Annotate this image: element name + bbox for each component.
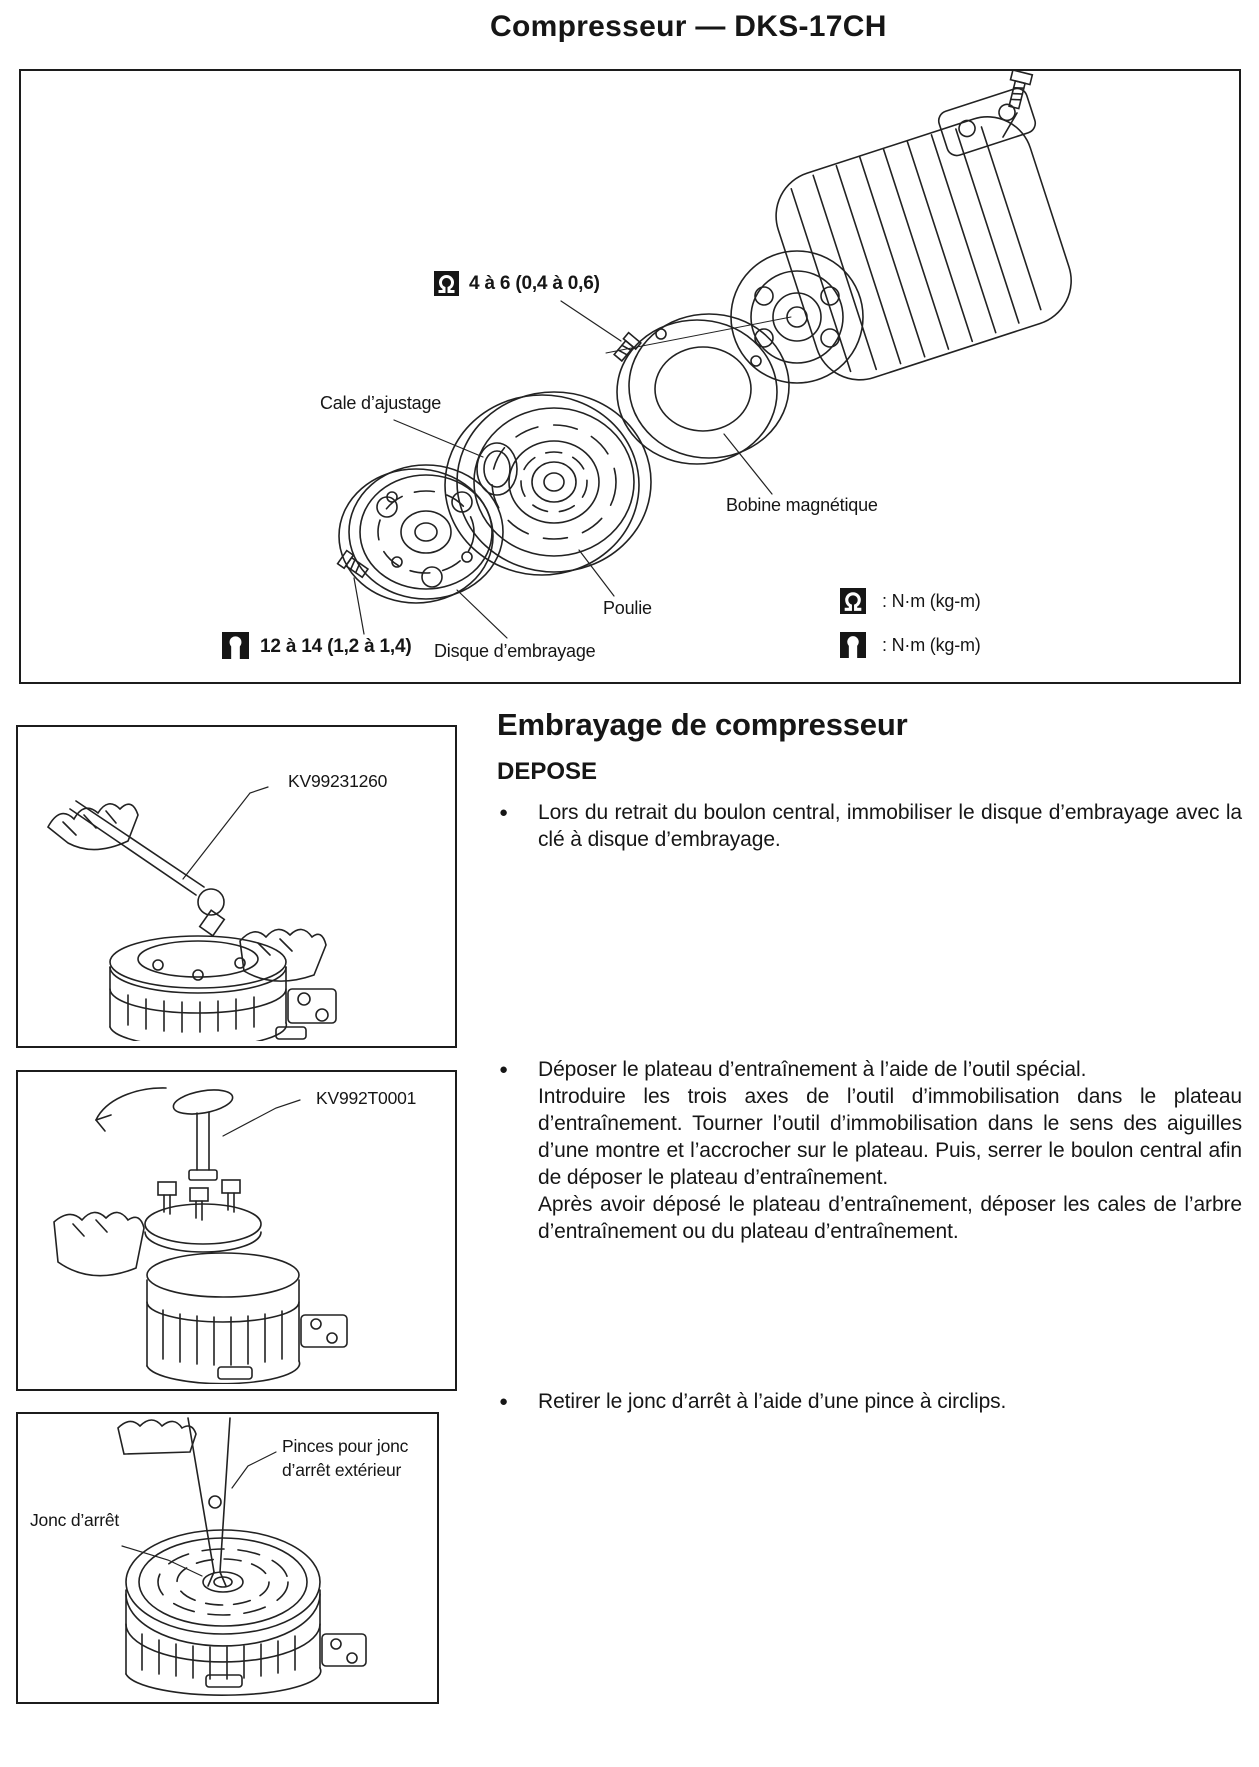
snap-ring-label: Jonc d’arrêt xyxy=(30,1510,120,1530)
tool-number-label: KV99231260 xyxy=(288,771,388,791)
clutch-disc-drawing xyxy=(339,465,503,603)
compressor-body xyxy=(764,105,1082,391)
figure-drive-plate-tool xyxy=(16,1070,457,1391)
bullet-marker: ● xyxy=(499,804,509,821)
figure2-drawing xyxy=(18,1072,450,1384)
tool-number-label: KV992T0001 xyxy=(316,1088,417,1108)
torque-wrench-filled-icon xyxy=(434,271,459,296)
figure-snap-ring-pliers xyxy=(16,1412,439,1704)
step-text: Lors du retrait du boulon central, immobiliser le disque d’embrayage avec la clé à disque d’embrayage. xyxy=(538,801,1242,851)
step-text: Après avoir déposé le plateau d’entraînement, déposer les cales de l’arbre d’entraînement ou du plateau d’entraînement. xyxy=(538,1193,1242,1243)
torque-spec-bottom: 12 à 14 (1,2 à 1,4) xyxy=(260,636,412,657)
legend-unit-label: : N·m (kg-m) xyxy=(882,590,981,611)
legend-row-1 xyxy=(840,588,981,614)
pliers-label-line2: d’arrêt extérieur xyxy=(282,1460,402,1480)
page-title: Compresseur — DKS-17CH xyxy=(490,10,887,43)
label-bobine-magnetique: Bobine magnétique xyxy=(726,495,878,515)
magnetic-coil-drawing xyxy=(617,314,789,464)
torque-spec-top: 4 à 6 (0,4 à 0,6) xyxy=(469,273,600,294)
legend-row-2 xyxy=(840,632,981,658)
figure-clutch-wrench xyxy=(16,725,457,1048)
exploded-diagram-panel xyxy=(19,69,1241,684)
exploded-diagram-drawing xyxy=(21,71,1234,677)
compressor-top-bracket xyxy=(936,86,1038,158)
torque-wrench-filled-icon xyxy=(840,588,866,614)
label-poulie: Poulie xyxy=(603,598,652,618)
pliers-label-line1: Pinces pour jonc xyxy=(282,1436,409,1456)
torque-wrench-outline-icon xyxy=(840,632,866,658)
label-cale-ajustage: Cale d’ajustage xyxy=(320,393,442,413)
pulley-drawing xyxy=(445,392,651,575)
step-text: Retirer le jonc d’arrêt à l’aide d’une pince à circlips. xyxy=(538,1390,1007,1413)
bullet-marker: ● xyxy=(499,1061,509,1078)
torque-wrench-outline-icon xyxy=(222,632,249,659)
bullet-marker: ● xyxy=(499,1393,509,1410)
procedure-step-1 xyxy=(499,799,1242,853)
section-heading: Embrayage de compresseur xyxy=(497,707,908,742)
step-text: Introduire les trois axes de l’outil d’immobilisation dans le plateau d’entraînement. Tourner l’outil d’immobilisation dans le sens des aiguilles d’une montre et l’accrocher sur le plateau. Puis, serrer le boulon central afin de déposer le plateau d’entraînement. xyxy=(538,1085,1242,1189)
section-subheading: DEPOSE xyxy=(497,758,598,785)
legend-unit-label: : N·m (kg-m) xyxy=(882,634,981,655)
step-text: Déposer le plateau d’entraînement à l’aide de l’outil spécial. xyxy=(538,1058,1087,1081)
procedure-step-3 xyxy=(499,1388,1242,1415)
label-disque-embrayage: Disque d’embrayage xyxy=(434,641,596,661)
procedure-step-2 xyxy=(499,1056,1242,1245)
